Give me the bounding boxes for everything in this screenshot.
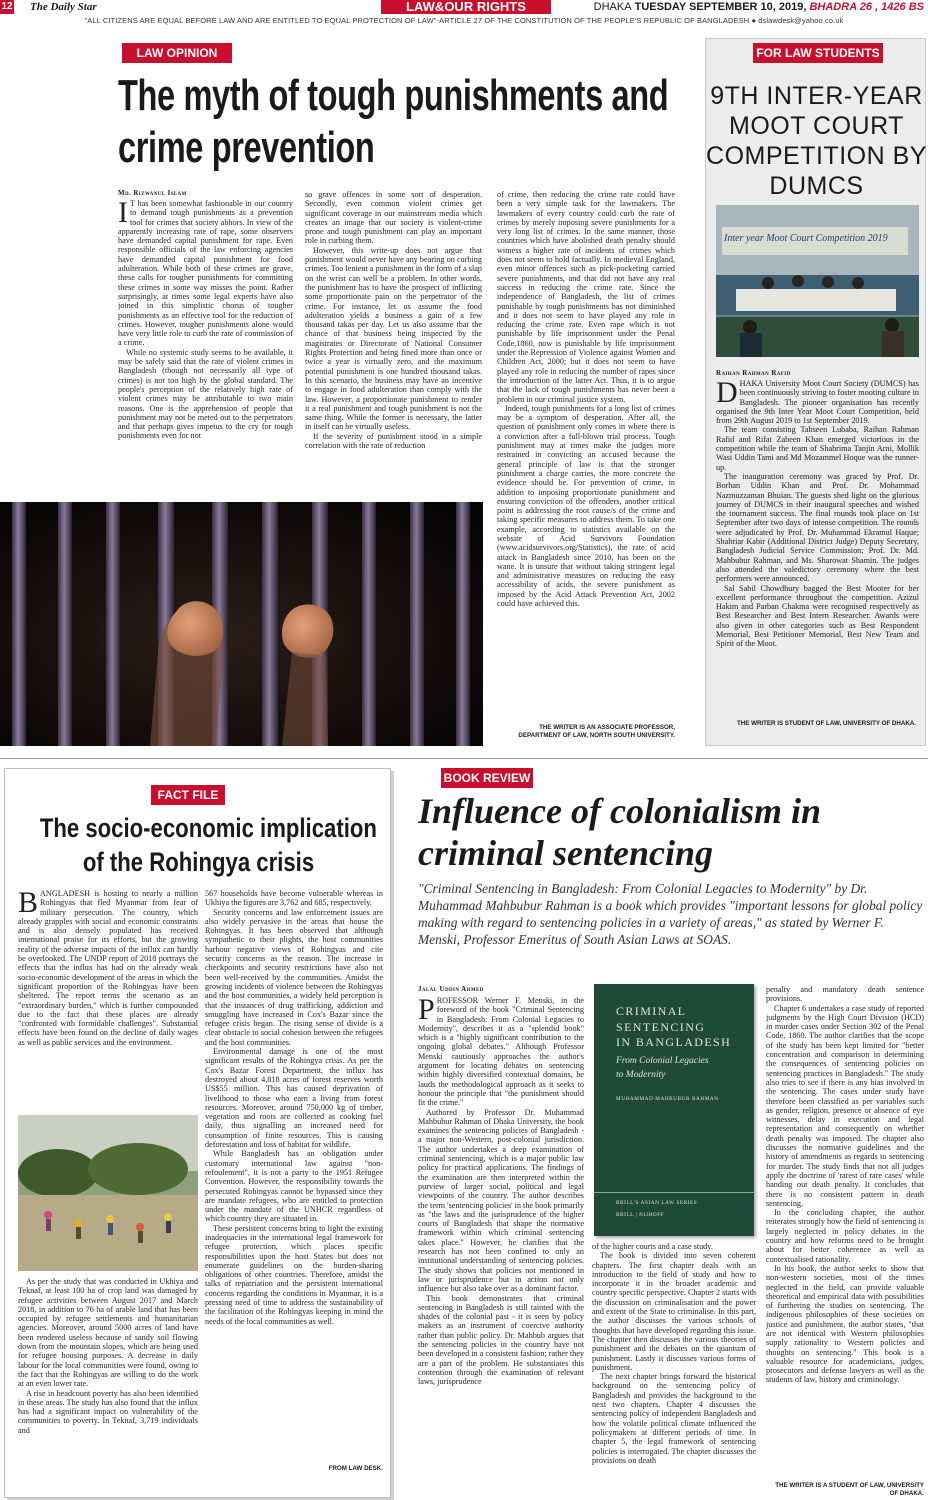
book-cover-rule bbox=[594, 1192, 754, 1193]
review-col3-p2: Chapter 6 undertakes a case study of reported judgments by the High Court Division (HCD) in murder cases under Section 302 of the Penal Code, 1860. The author clarifies that the scope of the study has been kept limited for "better concentration and comparison in determining the consequences of sentencing policies on sentencing practices in Bangladesh." The study also tries to see if there is any bias involved in the sentencing. The cases under study have therefore been classified as per variables such as gender, religion, presence or absence of eye witnesses, delay in execution and legal representation and consequently on whether death penalty was imposed. The chapter also discusses the normative guidelines and the history of amendments as regards to sentencing for murder. The study finds that not all judges apply the doctrine of 'rarest of rare cases' while handing out death penalty. It concludes that there is no consistent pattern in death sentencing. bbox=[766, 1003, 924, 1208]
fact-file-col2-p4: While Bangladesh has an obligation under customary international law against "non-refoulement", it is not a party to the 1951 Refugee Convention. However, the responsibility towards the persecuted Rohingyas cannot be bypassed since they are mandate refugees, who are entitled to protection under the mandate of the UNHCR regardless of which country they are situated in. bbox=[205, 1149, 383, 1224]
fact-file-column-1-top bbox=[18, 889, 198, 1109]
tagline-text: "ALL CITIZENS ARE EQUAL BEFORE LAW AND ARE ENTITLED TO EQUAL PROTECTION OF LAW"-ARTICLE 27 OF THE CONSTITUTION OF THE PEOPLE'S REPUBLIC OF BANGLADESH bbox=[84, 16, 750, 25]
lead-endnote: THE WRITER IS AN ASSOCIATE PROFESSOR, DEPARTMENT OF LAW, NORTH SOUTH UNIVERSITY. bbox=[518, 724, 675, 739]
fact-file-box bbox=[4, 768, 391, 1498]
section-label-law-opinion: LAW OPINION bbox=[122, 43, 232, 63]
review-standfirst: "Criminal Sentencing in Bangladesh: From Colonial Legacies to Modernity" by Dr. Muhammad Mahbubur Rahman is a book which provides "important lessons for global policy making with regard to sentencing policies in a variety of areas," as stated by Werner F. Menski, Professor Emeritus of South Asian Laws at SOAS. bbox=[418, 881, 923, 947]
review-col1-p3: This book demonstrates that criminal sentencing in Bangladesh is still tainted with the shades of the colonial past - it is seen by policy makers as an instrument of coercive authority rather than public policy. Dr. Mahbub argues that the sentencing policies in the country have not been developed in a consistent fashion; rather they are a part of the problem. He substantiates this contention through the examination of relevant laws, jurisprudence bbox=[418, 1293, 584, 1387]
book-cover-title-line3: IN BANGLADESH bbox=[616, 1035, 732, 1049]
lead-col2-p1: so grave offences in some sort of desperation. Secondly, even common violent crimes get significant coverage in our mainstream media which creates an image that our society is violent-crime prone and tough punishment can play an important role in curbing them. bbox=[305, 190, 482, 246]
tagline-email: dslawdesk@yahoo.co.uk bbox=[758, 16, 844, 25]
review-column-3 bbox=[766, 985, 924, 1478]
lead-dropcap: I bbox=[118, 199, 128, 229]
review-col1-p2: Authored by Professor Dr. Muhammad Mahbubur Rahman of Dhaka University, the book examines the sentencing policies of Bangladesh - a major non-Western, post-colonial jurisdiction. The author undertakes a deep examination of criminal sentencing, which is a major public law policy for practical applications. The findings of the examination are then interpreted within the purview of larger social, political and legal viewpoints of the country. The author describes the term 'sentencing policies' in the book primarily as "the laws and the jurisprudence of the higher courts of Bangladesh that shape the normative framework within which criminal sentencing takes place." However, he clarifies that the research has not been confined to only an institutional understanding of sentencing policies. The study shows that policies not mentioned in law or jurisprudence but in action not only influence but also take over as a dominant factor. bbox=[418, 1107, 584, 1294]
section-divider bbox=[0, 758, 928, 759]
tagline bbox=[0, 16, 928, 25]
lead-col3-p2: Indeed, tough punishments for a long list of crimes may be a symptom of desperation. After all, the question of punishment only comes in where there is a conviction after a full-blown trial process. Tough punishment may at times make the judges more restrained in convicting an accused because the general principle of law is that the stronger punishment a charge carries, the more concrete the evidence should be. For prevention of crime, in addition to imposing proportionate punishment and ensuring conviction of the offenders, another critical point is addressing the root cause/s of the crime and taking specific measures to address them. To take one example, according to statistics available on the website of Acid Survivors Foundation (www.acidsurvivors.org/Statistics), the rate of acid attack in Bangladesh since 2010, has been on the wane. It is unsure that without taking stringent legal and administrative measures on reducing the easy accessibility of acids, the severe punishment as imposed by the Acid Attack Prevention Act, 2002 could have achieved this. bbox=[497, 403, 675, 609]
review-column-1 bbox=[418, 996, 584, 1496]
section-label-for-law-students: FOR LAW STUDENTS bbox=[753, 43, 883, 63]
sidebar-box bbox=[705, 38, 926, 746]
dateline-city: DHAKA bbox=[593, 1, 632, 13]
sidebar-dropcap: D bbox=[716, 379, 738, 409]
moot-court-photo bbox=[716, 205, 919, 357]
rohingya-flood-illustration bbox=[18, 1115, 198, 1271]
fact-file-col1-p2: As per the study that was conducted in Ukhiya and Teknaf, at least 100 ha of crop land was damaged by refugee activities between August 2017 and March 2018, in addition to 76 ha of arable land that has been occupied by refugee settlements and humanitarian agencies. Moreover, around 5000 acres of land have been rendered useless because of sandy soil flowing down from the mountain slopes, which are being used for refugee housing purposes. A decrease in daily labour for the local communities were found, owing to the fact that the Rohingyas are willing to do the work at an even lower rate. bbox=[18, 1277, 198, 1389]
fact-file-endnote: FROM LAW DESK. bbox=[328, 1465, 383, 1472]
prison-bars-photo bbox=[0, 502, 483, 746]
lead-column-1 bbox=[118, 199, 293, 499]
rohingya-flood-photo bbox=[18, 1115, 198, 1271]
sidebar-headline-line1: 9TH INTER-YEAR bbox=[710, 82, 923, 110]
sidebar-p1: HAKA University Moot Court Society (DUMCS) has been continuously striving to foster mooting culture in Bangladesh. The pioneer organisation has recently organised the 9th Inter Year Moot Court Competition, held from 29th August 2019 to 1st September 2019. bbox=[716, 379, 919, 426]
book-cover-subtitle-line1: From Colonial Legacies bbox=[616, 1056, 709, 1066]
review-col2-p1: of the higher courts and a case study. bbox=[592, 1242, 713, 1251]
section-name: LAW&OUR RIGHTS bbox=[381, 0, 551, 14]
fact-file-col2-p5: These persistent concerns bring to light the existing inadequacies in the international legal framework for refugee protection, which places specific responsibilities upon the host States but does not enumerate guidelines on the burden-sharing obligations of other countries. Therefore, amidst the talks of repatriation and the persistent international concerns regarding the conditions in Myanmar, it is a pressing need of time to address the sustainability of the facilitation of the Rohingyas keeping in mind the needs of the local communities as well. bbox=[205, 1223, 383, 1326]
review-col3-p3: In the concluding chapter, the author reiterates strongly how the field of sentencing is largely neglected in policy debates in the country and how reforms need to be brought about for better coherence as well as contextualised rationality. bbox=[766, 1208, 924, 1264]
dateline bbox=[594, 0, 924, 14]
book-cover-title-line1: CRIMINAL bbox=[616, 1004, 687, 1018]
review-col1-p1: ROFESSOR Werner F. Menski, in the foreword of the book "Criminal Sentencing in Bangladesh: From Colonial Legacies to Modernity", describes it as a "splendid book" which is a "highly significant contribution to the ongoing global debates." Although Professor Menski cautiously approaches the author's argument for locating debates on sentencing within highly diversified contextual domains, he lauds the methodological approach as it seeks to honour the principle that "the punishment should fit the crime." bbox=[418, 996, 584, 1108]
sidebar-column bbox=[716, 379, 919, 715]
fact-file-column-2 bbox=[205, 889, 383, 1461]
fact-file-dropcap: B bbox=[18, 889, 39, 919]
fact-file-col2-p1: 567 households have become vulnerable whereas in Ukhiya the figures are 3,762 and 685, respectively. bbox=[205, 889, 383, 908]
dateline-date: TUESDAY SEPTEMBER 10, 2019, bbox=[634, 1, 807, 13]
section-label-book-review: BOOK REVIEW bbox=[441, 768, 533, 788]
book-cover-title-line2: SENTENCING bbox=[616, 1019, 706, 1034]
section-label-fact-file: FACT FILE bbox=[151, 785, 225, 805]
fact-file-headline bbox=[5, 811, 392, 881]
lead-column-2 bbox=[305, 190, 482, 498]
sidebar-p3: The inauguration ceremony was graced by Prof. Dr. Borhan Uddin Khan and Prof. Dr. Mohammad Nazmuzzaman Bhuian. The guests shed light on the glorious journey of DUMCS in their inaugural speeches and wished the tournament success. The final rounds took place on 1st September after two days of intense competition. The rounds were adjudicated by Prof. Dr. Muhammad Ekramul Haque; Shahriar Kabir (Additional District Judge) Deputy Secretary, Bangladesh Judicial Service Commission; Prof. Dr. Md. Mahbubur Rahman, and Ms. Sharowat Shamin. The judges also attended the valedictory ceremony where the best performers were announced. bbox=[716, 471, 919, 584]
book-cover-publisher: BRILL | NIJHOFF bbox=[616, 1212, 665, 1218]
fact-file-headline-line2: of the Rohingya crisis bbox=[82, 847, 315, 877]
review-endnote: THE WRITER IS A STUDENT OF LAW, UNIVERSITY OF DHAKA. bbox=[775, 1482, 924, 1497]
book-cover-subtitle bbox=[616, 1054, 709, 1082]
moot-court-banner: Inter year Moot Court Competition 2019 bbox=[724, 233, 888, 244]
sidebar-endnote: THE WRITER IS STUDENT OF LAW, UNIVERSITY OF DHAKA. bbox=[737, 720, 916, 727]
lead-col3-p1: of crime, then reducing the crime rate could have been a very simple task for the lawmakers. The lawmakers of every country could curb the rate of crimes by merely imposing severe punishments for a very long list of crimes. In the same manner, those countries which have abolished death penalty should witness a higher rate of incidents of crimes which does not seem to hold factually. In medieval England, even minor offences such as pick-pocketing carried severe punishments, and that did not have any real success in reducing the crime rate. Since the independence of Bangladesh, the list of crimes punishable by tough punishments has not diminished and it does not seem to have played any role in reducing the crime rate. Even rape which is not punishable by life imprisonment under the Penal Code,1860, now is punishable by life imprisonment under the Repression of Violence against Women and Children Act, 2000; but it does not seem to have played any role in reducing the number of rapes since the introduction of the latter Act. Thus, it is to argue that the lack of tough punishments has never been a problem in our criminal justice system. bbox=[497, 190, 675, 404]
review-col3-p1: penalty and mandatory death sentence provisions. bbox=[766, 985, 924, 1004]
book-cover-series: BRILL'S ASIAN LAW SERIES bbox=[616, 1200, 698, 1206]
review-dropcap: P bbox=[418, 996, 435, 1026]
fact-file-col2-p2: Security concerns and law enforcement issues are also widely pervasive in the areas that house the Rohingyas. It has been observed that although sympathetic to their plights, the host communities harbour negative views of Rohingyas and cite security concerns as the reason. The increase in checkpoints and security restrictions have also not been well-received by the communities. Amidst the growing incidents of violence between the Rohingyas and the host communities, a widely held perception is that the instances of drug trafficking, addiction and smuggling have increased in Cox's Bazar since the refugee crisis began. The rising sense of divide is a clear obstacle to social cohesion between the refugees and the host communities. bbox=[205, 907, 383, 1047]
mail-icon: ● bbox=[751, 16, 757, 25]
sidebar-byline: Raihan Rahman Rafid bbox=[716, 369, 791, 377]
sidebar-p4: Sal Sabil Chowdhury bagged the Best Mooter for her excellent performance throughout the competition. Azizul Hakim and Parban Chakma were recognised respectively as Best Researcher and Best Intern Researcher. Awards were also given in other categories such as Best Respondent Memorial, Best Petitioner Memorial, Best New Team and Spirit of the Moot. bbox=[716, 583, 919, 649]
moot-court-illustration bbox=[716, 205, 919, 357]
fact-file-col1-p3: A rise in headcount poverty has also been identified in these areas. The study has also found that the influx has had a significant impact on vulnerability of the communities to poverty. In Teknaf, 3,719 individuals and bbox=[18, 1388, 198, 1435]
review-column-2 bbox=[592, 1242, 756, 1496]
prison-bars-illustration bbox=[0, 502, 483, 746]
lead-headline bbox=[118, 68, 698, 188]
review-col2-p2: The book is divided into seven coherent chapters. The first chapter deals with an introduction to the field of study and how to incorporate it in the broader academic and country specific perspective. Chapter 2 starts with the discussion on criminalisation and the power and extent of the State to criminalise. In this part, the author discusses the various schools of thoughts that have developed regarding this issue. The chapter then discusses the various theories of punishment and the debates on the quantum of punishment. Lastly it discusses various forms of punishment. bbox=[592, 1251, 756, 1372]
fact-file-headline-line1: The socio-economic implication bbox=[39, 813, 377, 843]
sidebar-headline-line4: DUMCS bbox=[769, 172, 864, 200]
page-number: 12 bbox=[1, 1, 13, 12]
review-col3-p4: In his book, the author seeks to show that non-western societies, most of the times neglected in the field, can provide valuable theoretical and empirical data with possibilities of furthering the studies on sentencing. The indigenous philosophies of these societies on justice and punishment, the author states, "that are not identical with Western philosophies supply rationality to Western policies and thoughts on sentencing." This book is a valuable resource for academicians, judges, prosecutors and defense lawyers as well as the students of law, history and criminology. bbox=[766, 1263, 924, 1385]
lead-col2-p3: If the severity of punishment stood in a simple correlation with the rate of reduction bbox=[305, 431, 482, 451]
lead-col1-p2: While no systemic study seems to be available, it may be safely said that the rate of violent crimes in Bangladesh (though not necessarily all type of crimes) is not too high by the global standard. The people's perception of the relatively high rate of violent crimes may be attributable to two main reasons. One is the apprehension of people that punishment may not be meted out to the perpetrators and that perhaps gives impetus to the cry for tough punishments even for not bbox=[118, 347, 293, 441]
lead-col1-p1: T has been somewhat fashionable in our country to demand tough punishments as a prevention tool for crimes that society abhors. In view of the apparently increasing rate of rape, some observers have demanded capital punishment for rape. Even responsible officials of the law enforcing agencies have demanded capital punishment for food adulteration. While both of these crimes are grave, these calls for tougher punishments for committing these crimes in some way misses the point. Rather surprisingly, at times some legal experts have also joined in this simplistic chorus of tougher punishments as an effective tool for the reduction of crimes. However, tougher punishments alone would have very little role to curb the rate of commission of a crime. bbox=[118, 199, 293, 348]
masthead bbox=[0, 0, 928, 14]
review-headline-line1: Influence of colonialism in bbox=[418, 791, 822, 831]
lead-headline-line2: crime prevention bbox=[118, 123, 375, 172]
fact-file-col2-p3: Environmental damage is one of the most significant results of the Rohingya crisis. As per the Cox's Bazar Forest Department, the influx has destroyed about 4,818 acres of forest reserves worth US$55 million. This has caused deprivation of livelihood to those who earn a living from forest resources. Moreover, around 750,000 kg of timber, vegetation and roots are collected as cooking fuel daily, thus signalling an increased need for consumption of finite resources. This is causing deforestation and loss of habitat for wildlife. bbox=[205, 1047, 383, 1150]
review-headline bbox=[418, 790, 923, 876]
sidebar-headline-line2: MOOT COURT bbox=[729, 112, 904, 140]
fact-file-col1-p1: ANGLADESH is hosting to nearly a million Rohingyas that fled Myanmar from fear of military persecution. The country, which already grapples with social and economic constraints and is also densely populated has received international praise for its efforts, but the growing reality of the adverse impacts of the influx can hardly be overlooked. The UNDP report of 2018 portrays the effects that the influx has had on the already weak socio-economic development of the areas in which the significant proportion of the Rohingyas have been sheltered. The report terms the scenario as an "extraordinary burden," which is further compounded due to the fact that these places are already "confronted with formidable challenges". Substantial effects have been found on the decline of daily wages as well as public services and the environment. bbox=[18, 889, 198, 1047]
book-cover bbox=[594, 984, 754, 1236]
book-cover-title bbox=[616, 1004, 731, 1051]
paper-name: The Daily Star bbox=[30, 1, 97, 13]
review-headline-line2: criminal sentencing bbox=[418, 833, 714, 873]
review-col2-p3: The next chapter brings forward the historical background on the sentencing policy of Bangladesh and provides the background to the next two chapters. Chapter 4 discusses the sentencing policy of independent Bangladesh and how the volatile political climate influenced the policymakers at different periods of time. In chapter 5, the legal framework of sentencing policies is interrogated. The chapter discusses the provisions on death bbox=[592, 1372, 756, 1465]
lead-column-3 bbox=[497, 190, 675, 718]
lead-headline-line1: The myth of tough punishments and bbox=[118, 71, 669, 120]
lead-byline: Md. Rizwanul Islam bbox=[118, 189, 187, 197]
book-cover-subtitle-line2: to Modernity bbox=[616, 1070, 666, 1080]
review-byline: Jalal Uddin Ahmed bbox=[418, 985, 484, 993]
sidebar-headline bbox=[706, 81, 927, 201]
sidebar-p2: The team consisting Tahseen Lubaba, Raihan Rahman Rafid and Rifat Zabeen Khan emerged victorious in the competition while the team of Shahrima Tanjin Arni, Mollik Wasi Uddin Tami and Md Mozammel Hoque was the runner-up. bbox=[716, 425, 919, 472]
lead-col2-p2: However, this write-up does not argue that punishment would never have any bearing on curbing crimes. Too lenient a punishment in the form of a slap on the wrist can well be a problem. In other words, the punishment has to have the prospect of inflicting some proportionate pain on the perpetrator of the crime. For instance, let us assume the food adulteration yields a business a gain of a few thousand takas per day. Let us also assume that the chance of that business being inspected by the magistrates or Directorate of National Consumer Rights Protection and being fined more than once or twice a year is virtually zero, and the maximum potential punishment is one hundred thousand takas. In this scenario, the business may have an incentive to engage in food adulteration than comply with the law. However, a proportionate punishment to render it a real punishment and tough punishment is not the same thing. While the former is necessary, the latter in itself can be virtually useless. bbox=[305, 245, 482, 432]
dateline-bangla-date: BHADRA 26 , 1426 BS bbox=[809, 1, 924, 13]
sidebar-headline-line3: COMPETITION BY bbox=[706, 142, 927, 170]
fact-file-column-1-bottom bbox=[18, 1277, 198, 1483]
book-cover-author: MUHAMMAD MAHBUBUR RAHMAN bbox=[616, 1096, 719, 1102]
